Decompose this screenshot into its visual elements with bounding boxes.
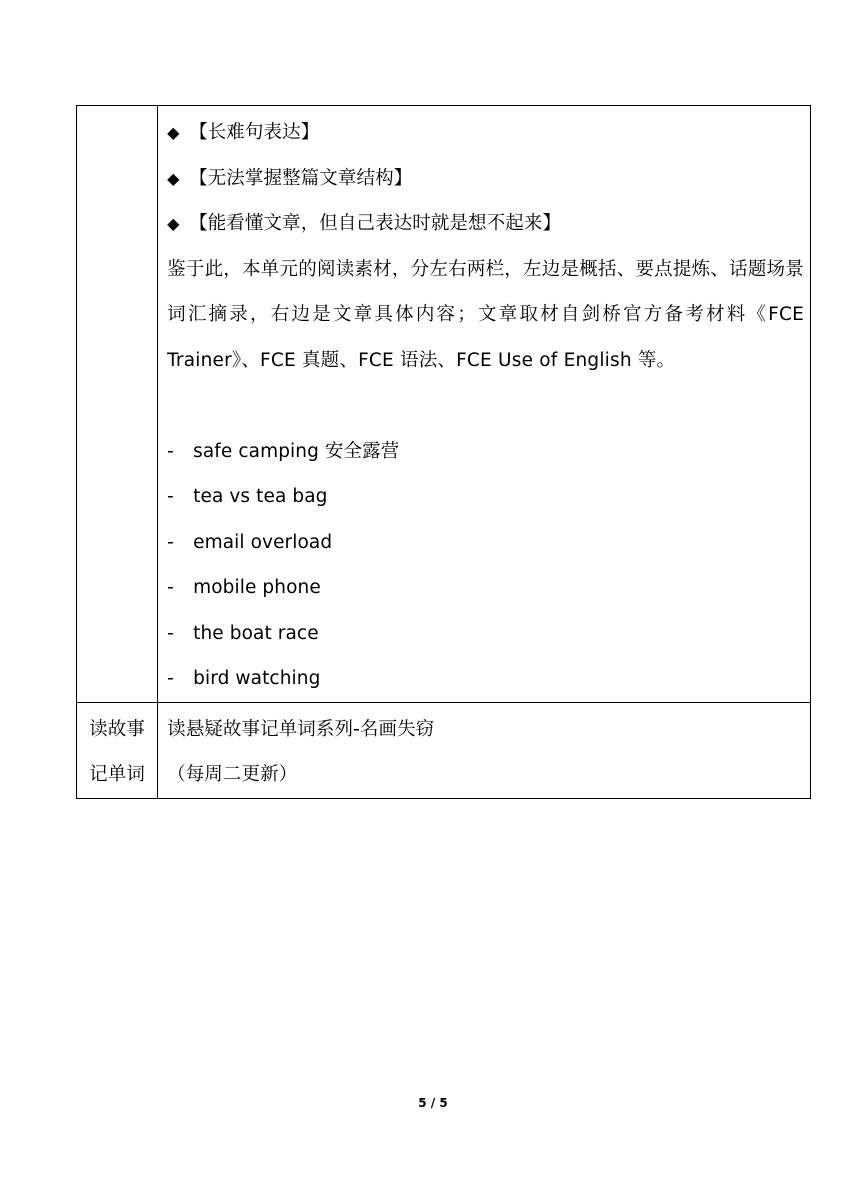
update-note: （每周二更新）	[167, 764, 298, 785]
topic-text: the boat race	[193, 622, 319, 644]
topic-item	[167, 520, 804, 566]
page-number: 5 / 5	[418, 1096, 448, 1110]
dash-marker: -	[167, 577, 174, 598]
bullet-text: 【长难句表达】	[189, 122, 320, 143]
topic-text: safe camping 安全露营	[193, 440, 400, 462]
topic-item	[167, 429, 804, 475]
row2-left-cell	[77, 702, 158, 798]
bullet-item	[167, 201, 804, 247]
row2-label-line1: 读故事	[89, 718, 145, 740]
table-row	[77, 106, 811, 703]
description-paragraph: 鉴于此，本单元的阅读素材，分左右两栏，左边是概括、要点提炼、话题场景词汇摘录，右边是文章具体内容；文章取材自剑桥官方备考材料《FCE Trainer》、FCE 真题、FCE 语法、FCE Use of English 等。	[167, 258, 804, 371]
diamond-bullet-icon: ◆	[167, 168, 180, 188]
bullet-text: 【能看懂文章，但自己表达时就是想不起来】	[189, 213, 562, 234]
row1-left-cell	[77, 106, 158, 703]
diamond-bullet-icon: ◆	[167, 214, 180, 233]
topic-text: bird watching	[193, 668, 321, 689]
series-title: 读悬疑故事记单词系列-名画失窃	[167, 718, 435, 740]
content-table	[76, 105, 811, 799]
dash-marker: -	[167, 531, 174, 553]
spacer	[167, 383, 804, 429]
topic-item	[167, 474, 804, 520]
bullet-text: 【无法掌握整篇文章结构】	[189, 167, 413, 189]
topic-text: tea vs tea bag	[193, 486, 328, 507]
dash-marker: -	[167, 622, 174, 644]
topic-text: email overload	[193, 531, 333, 553]
row1-left-label	[77, 106, 157, 110]
row2-right-cell	[158, 702, 811, 798]
topic-item	[167, 656, 804, 702]
table-row	[77, 702, 811, 798]
dash-marker: -	[167, 668, 174, 689]
row2-label-line2: 记单词	[89, 764, 145, 785]
bullet-item	[167, 110, 804, 156]
bullet-item	[167, 156, 804, 202]
topic-item	[167, 611, 804, 657]
diamond-bullet-icon: ◆	[167, 123, 180, 142]
dash-marker: -	[167, 440, 174, 462]
dash-marker: -	[167, 486, 174, 507]
topic-item	[167, 565, 804, 611]
row1-right-cell	[158, 106, 811, 703]
topic-text: mobile phone	[193, 577, 321, 598]
